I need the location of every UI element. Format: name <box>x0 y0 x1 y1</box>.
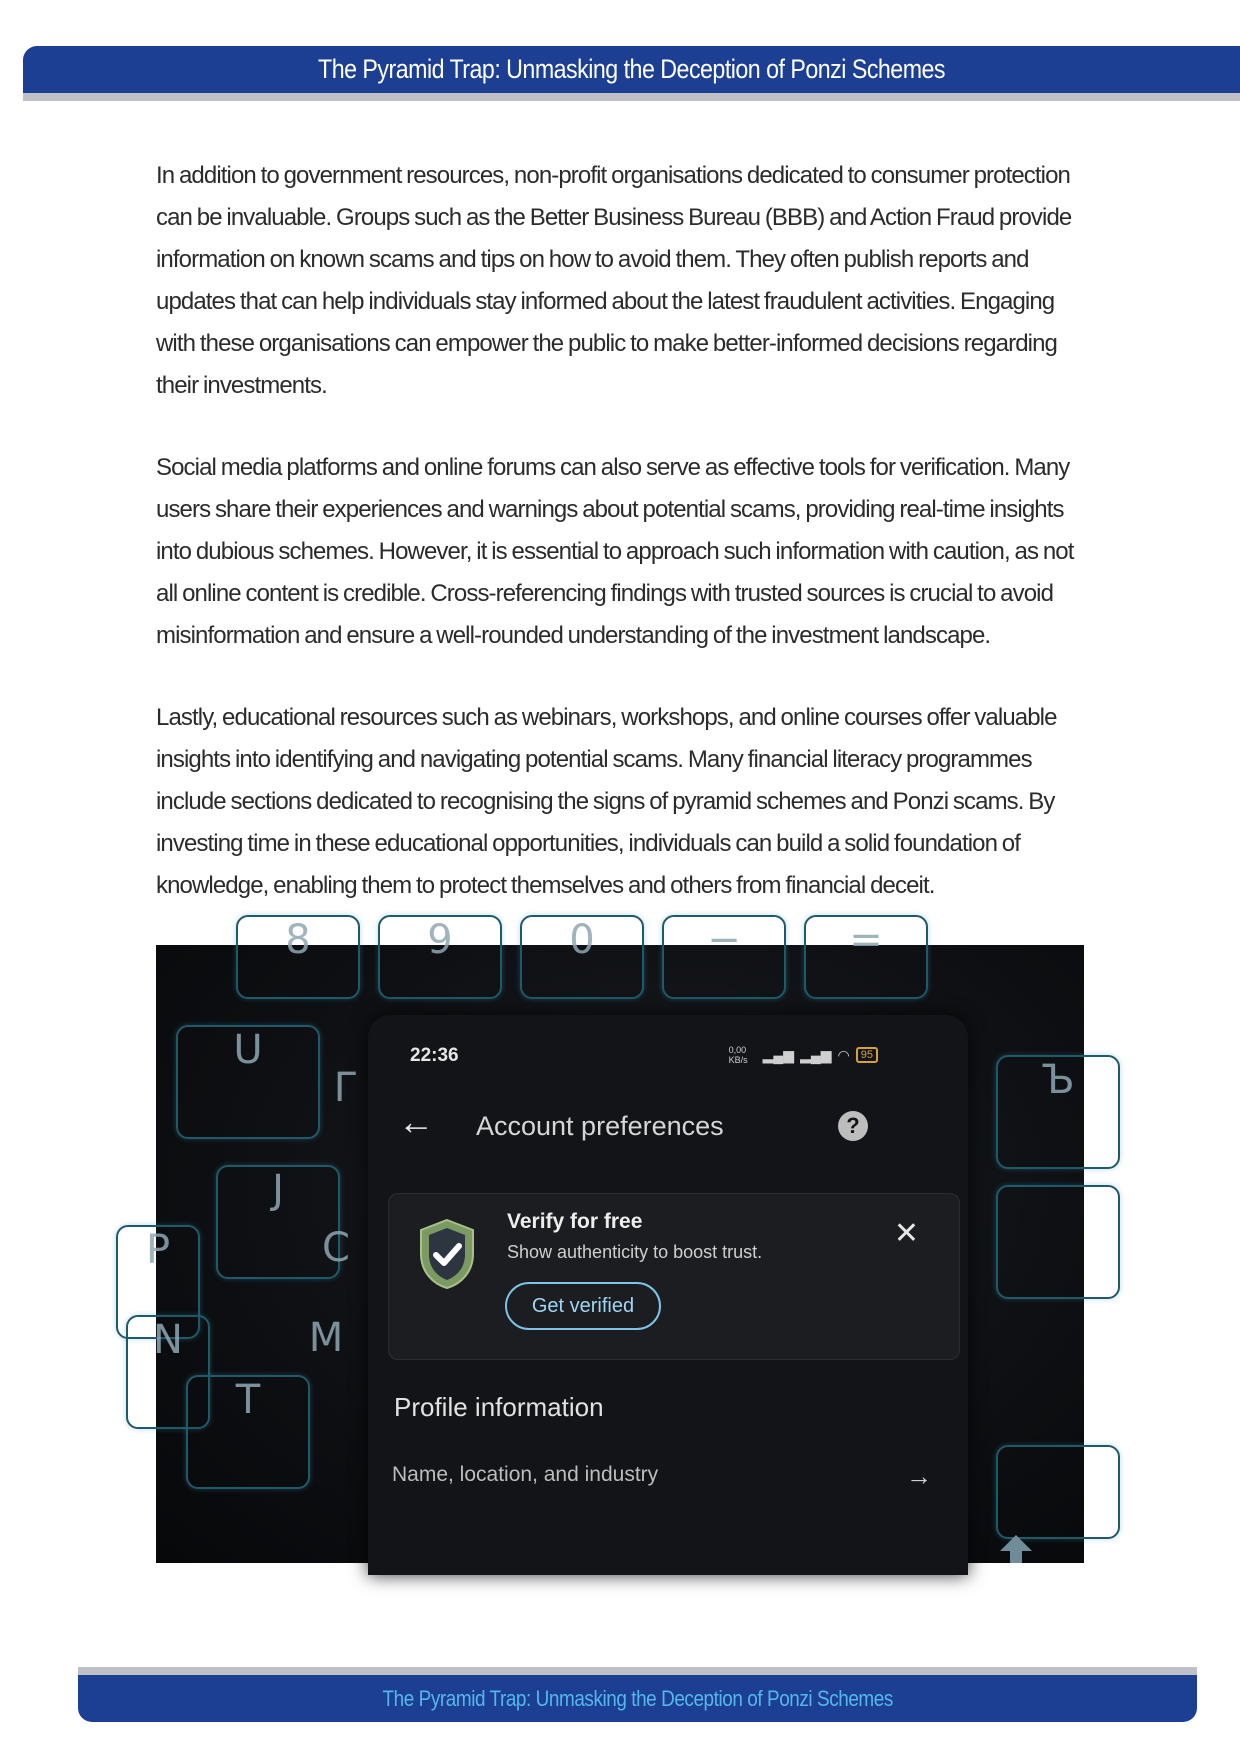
keyboard-key: P <box>116 1225 200 1339</box>
paragraph: Social media platforms and online forums can also serve as effective tools for verification. Many users share their experiences and warnings about potential scams, providing real-time insights into dubious schemes. However, it is essential to approach such information with caution, as not all online content is credible. Cross-referencing findings with trusted sources is crucial to avoid misinformation and ensure a well-rounded understanding of the investment landscape. <box>156 454 1074 649</box>
keyboard-key: M <box>308 1315 344 1361</box>
arrow-up-icon <box>998 1533 1034 1563</box>
page-header <box>23 46 1240 93</box>
keyboard-key: Г <box>333 1065 359 1111</box>
back-arrow-icon: ← <box>398 1101 434 1142</box>
card-title: Verify for free <box>507 1210 643 1233</box>
keyboard-key: T <box>186 1375 310 1489</box>
page-footer <box>78 1675 1197 1722</box>
keyboard-key <box>996 1185 1120 1299</box>
signal-icon: ▂▄▆ <box>800 1046 832 1063</box>
card-subtitle: Show authenticity to boost trust. <box>507 1242 763 1262</box>
footer-title: The Pyramid Trap: Unmasking the Deception of Ponzi Schemes <box>382 1685 893 1711</box>
keyboard-key: U <box>176 1025 320 1139</box>
wifi-icon: ◠ <box>837 1046 850 1063</box>
footer-rule <box>78 1667 1197 1675</box>
keyboard-key <box>996 1445 1120 1539</box>
keyboard-key: Ъ <box>996 1055 1120 1169</box>
keyboard-key: 0 <box>520 915 644 999</box>
forward-arrow-icon: → <box>906 1461 932 1491</box>
signal-icon: ▂▄▆ <box>762 1046 795 1063</box>
close-icon: ✕ <box>893 1217 919 1250</box>
shield-check-icon <box>417 1218 477 1290</box>
keyboard-key: 8 <box>236 915 360 999</box>
net-speed: 0,00 KB/s <box>728 1045 748 1065</box>
account-preferences-title: Account preferences <box>476 1111 724 1141</box>
keyboard-key: N <box>126 1315 210 1429</box>
keyboard-key: J <box>216 1165 340 1279</box>
profile-information-title: Profile information <box>394 1392 604 1422</box>
paragraph: Lastly, educational resources such as webinars, workshops, and online courses offer valuable insights into identifying and navigating potential scams. Many financial literacy programmes include sections dedicated to recognising the signs of pyramid schemes and Ponzi scams. By investing time in these educational opportunities, individuals can build a solid foundation of knowledge, enabling them to protect themselves and others from financial deceit. <box>156 704 1057 899</box>
body-text <box>156 155 1086 947</box>
keyboard-key: C <box>322 1225 350 1271</box>
verify-card <box>388 1193 960 1360</box>
paragraph: In addition to government resources, non-profit organisations dedicated to consumer protection can be invaluable. Groups such as the Better Business Bureau (BBB) and Action Fraud provide information on known scams and tips on how to avoid them. They often publish reports and updates that can help individuals stay informed about the latest fraudulent activities. Engaging with these organisations can empower the public to make better-informed decisions regarding their investments. <box>156 162 1072 399</box>
phone-screen <box>368 1015 968 1575</box>
keyboard-key: = <box>804 915 928 999</box>
keyboard-key: − <box>662 915 786 999</box>
keyboard-phone-photo <box>145 917 1084 1563</box>
help-icon: ? <box>838 1111 868 1141</box>
header-title: The Pyramid Trap: Unmasking the Deception of Ponzi Schemes <box>318 54 945 84</box>
status-icons <box>729 1045 878 1065</box>
profile-information-subtitle: Name, location, and industry <box>392 1463 659 1486</box>
keyboard-key: 9 <box>378 915 502 999</box>
status-time: 22:36 <box>410 1045 459 1066</box>
battery-icon: 95 <box>856 1047 878 1063</box>
get-verified-button: Get verified <box>505 1282 661 1330</box>
header-rule <box>23 93 1240 101</box>
